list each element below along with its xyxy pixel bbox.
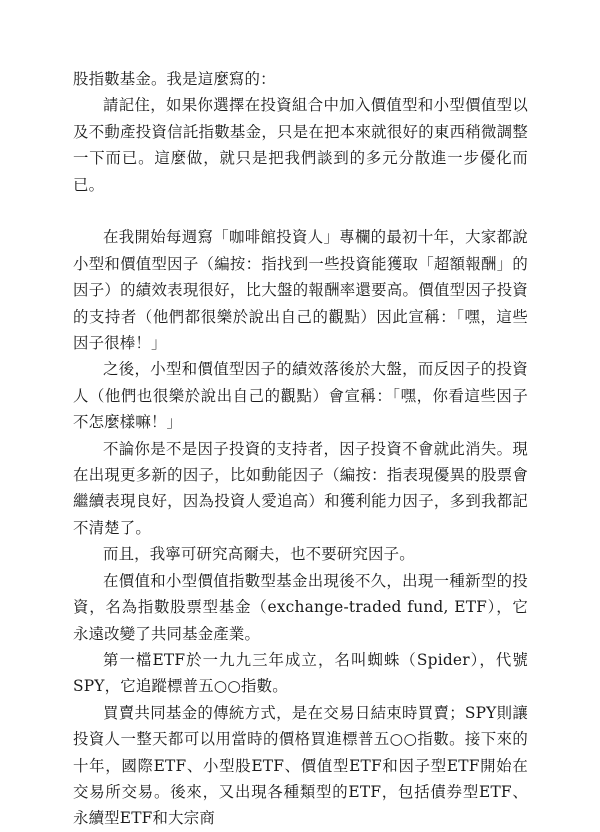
paragraph-4: 之後，小型和價值型因子的績效落後於大盤，而反因子的投資人（他們也很樂於說出自己的觀點）會宣稱：「嘿，你看這些因子不怎麼樣嘛！」	[73, 360, 528, 432]
paragraph-2: 請記住，如果你選擇在投資組合中加入價值型和小型價值型以及不動產投資信託指數基金，只是在把本來就很好的東西稍微調整一下而已。這麼做，就只是把我們談到的多元分散進一步優化而已。	[73, 96, 528, 194]
paragraph-3: 在我開始每週寫「咖啡館投資人」專欄的最初十年，大家都說小型和價值型因子（編按：指找到一些投資能獲取「超額報酬」的因子）的績效表現很好，比大盤的報酬率還要高。價值型因子投資的支持者（他們都很樂於說出自己的觀點）因此宣稱：「嘿，這些因子很棒！」	[73, 228, 528, 353]
paragraph-6: 而且，我寧可研究高爾夫，也不要研究因子。	[103, 545, 415, 564]
paragraph-9: 買賣共同基金的傳統方式，是在交易日結束時買賣；SPY則讓投資人一整天都可以用當時的價格買進標普五○○指數。接下來的十年，國際ETF、小型股ETF、價值型ETF和因子型ETF開始在交易所交易。後來，又出現各種類型的ETF，包括債券型ETF、永續型ETF和大宗商	[73, 703, 528, 828]
paragraph-1: 股指數基金。我是這麼寫的：	[73, 70, 276, 88]
paragraph-5: 不論你是不是因子投資的支持者，因子投資不會就此消失。現在出現更多新的因子，比如動能因子（編按：指表現優異的股票會繼續表現良好，因為投資人愛追高）和獲利能力因子，多到我都記不清楚了。	[73, 439, 528, 537]
body-text	[73, 66, 528, 832]
paragraph-8: 第一檔ETF於一九九三年成立，名叫蜘蛛（Spider），代號SPY，它追蹤標普五○○指數。	[73, 650, 528, 696]
paragraph-7: 在價值和小型價值指數型基金出現後不久，出現一種新型的投資，名為指數股票型基金（exchange-traded fund, ETF），它永遠改變了共同基金產業。	[73, 571, 528, 643]
